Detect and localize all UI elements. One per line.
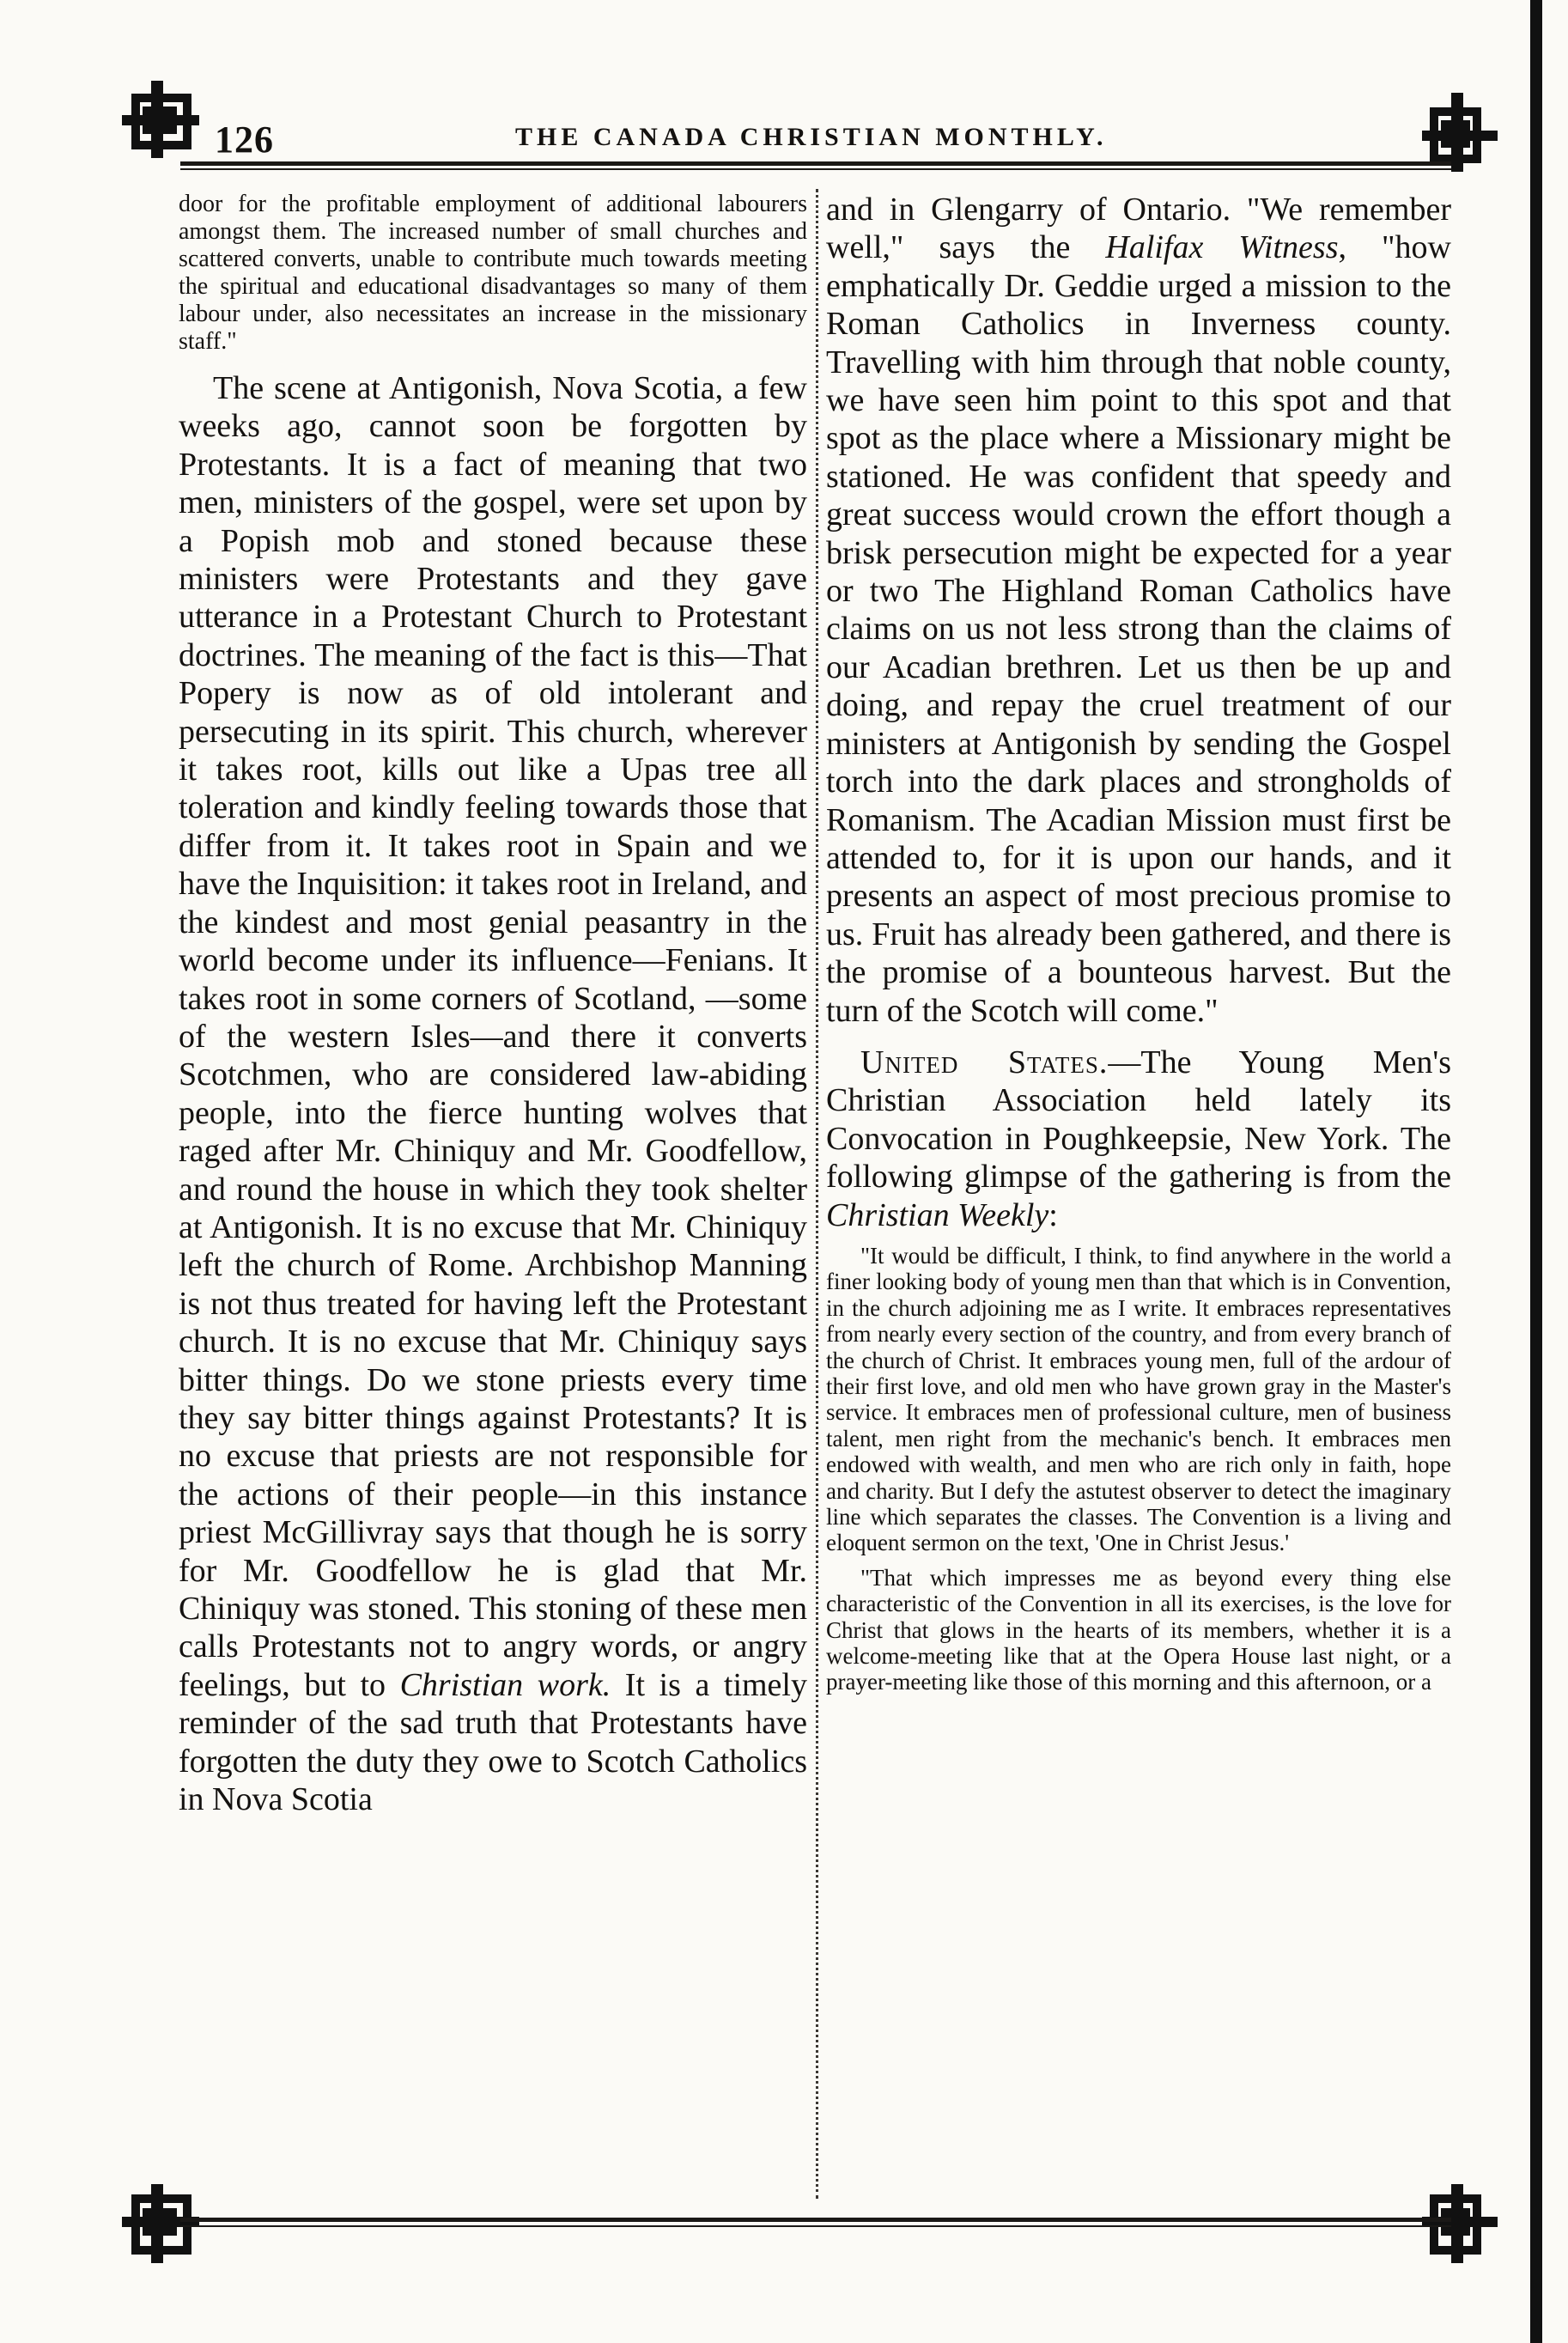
- top-rule: [180, 161, 1451, 166]
- running-title: THE CANADA CHRISTIAN MONTHLY.: [515, 123, 1108, 151]
- bottom-rule-thin: [180, 2225, 1451, 2227]
- left-paragraph-2-italic: Christian work.: [399, 1666, 611, 1703]
- united-states-heading: United States.: [860, 1044, 1109, 1080]
- left-paragraph-2: [179, 369, 807, 1818]
- right-paragraph-2-text-b: :: [1048, 1196, 1058, 1233]
- right-column: [826, 191, 1451, 2209]
- left-paragraph-2-end: It is a timely reminder of the sad truth that Protestants have forgotten the duty they owe to Scotch Catholics in Nova Scotia: [179, 1666, 807, 1818]
- right-paragraph-2-text-a: —The Young Men's Christian Association held lately its Convocation in Poughkeepsie, New York. The following glimpse of the gathering is from the: [826, 1044, 1451, 1196]
- right-paragraph-1-text-b: , "how emphatically Dr. Geddie urged a mission to the Roman Catholics in Inverness county. Travelling with him through that noble county, we have seen him point to this spot and that spot as the place where a Missionary might be stationed. He was confident that speedy and great success would crown the effort though a brisk persecution might be expected for a year or two The Highland Roman Catholics have claims on us not less strong than the claims of our Acadian brethren. Let us then be up and doing, and repay the cruel treatment of our ministers at Antigonish by sending the Gospel torch into the dark places and strongholds of Romanism. The Acadian Mission must first be attended to, for it is upon our hands, and it presents an aspect of most precious promise to us. Fruit has already been gathered, and there is the promise of a bounteous harvest. But the turn of the Scotch will come.": [826, 229, 1451, 1029]
- left-paragraph-1: door for the profitable employment of additional labourers amongst them. The increased number of small churches and scattered converts, unable to contribute much towards meeting the spiritual and educational disadvantages so many of them labour under, also necessitates an increase in the missionary staff.": [179, 191, 807, 355]
- right-paragraph-1: [826, 191, 1451, 1030]
- right-paragraph-2: [826, 1044, 1451, 1234]
- bottom-rule: [180, 2218, 1451, 2222]
- quotation-2: "That which impresses me as beyond every thing else characteristic of the Convention in all its exercises, is the love for Christ that glows in the hearts of its members, whether it is a welcome-meeting like that at the Opera House last night, or a prayer-meeting like those of this morning and this afternoon, or a: [826, 1564, 1451, 1695]
- right-paragraph-1-italic: Halifax Witness: [1105, 229, 1339, 266]
- column-divider: [816, 189, 818, 2199]
- right-paragraph-2-italic: Christian Weekly: [826, 1196, 1049, 1233]
- left-paragraph-2-text: The scene at Antigonish, Nova Scotia, a few weeks ago, cannot soon be forgotten by Protestants. It is a fact of meaning that two men, ministers of the gospel, were set upon by a Popish mob and stoned because these ministers were Protestants and they gave utterance in a Protestant Church to Protestant doctrines. The meaning of the fact is this—That Popery is now as of old intolerant and persecuting in its spirit. This church, wherever it takes root, kills out like a Upas tree all toleration and kindly feeling towards those that differ from it. It takes root in Spain and we have the Inquisition: it takes root in Ireland, and the kindest and most genial peasantry in the world become under its influence—Fenians. It takes root in some corners of Scotland, —some of the western Isles—and there it converts Scotchmen, who are considered law-abiding people, into the fierce hunting wolves that raged after Mr. Chiniquy and Mr. Goodfellow, and round the house in which they took shelter at Antigonish. It is no excuse that Mr. Chiniquy left the church of Rome. Archbishop Manning is not thus treated for having left the Protestant church. It is no excuse that Mr. Chiniquy says bitter things. Do we stone priests every time they say bitter things against Protestants? It is no excuse that priests are not responsible for the actions of their people—in this instance priest McGillivray says that though he is sorry for Mr. Goodfellow he is glad that Mr. Chiniquy was stoned. This stoning of these men calls Protestants not to angry words, or angry feelings, but to: [179, 370, 807, 1703]
- top-rule-thin: [180, 168, 1451, 170]
- page-header: [129, 99, 1468, 163]
- quotation-1: "It would be difficult, I think, to find anywhere in the world a finer looking body of young men than that which is in Convention, in the church adjoining me as I write. It embraces representatives from nearly every section of the country, and from every branch of the church of Christ. It embraces young men, full of the ardour of their first love, and old men who have grown gray in the Master's service. It embraces men of professional culture, men of business talent, men right from the mechanic's bench. It embraces men endowed with wealth, and men who are rich only in faith, hope and charity. But I defy the astutest observer to detect the imaginary line which separates the classes. The Convention is a living and eloquent sermon on the text, 'One in Christ Jesus.': [826, 1242, 1451, 1556]
- left-column: [179, 191, 807, 2209]
- right-paragraph-1-text-a: and in Glengarry of Ontario. "We remember well," says the: [826, 192, 1451, 266]
- page-edge-shadow: [1530, 0, 1542, 2343]
- page-number: 126: [215, 119, 274, 161]
